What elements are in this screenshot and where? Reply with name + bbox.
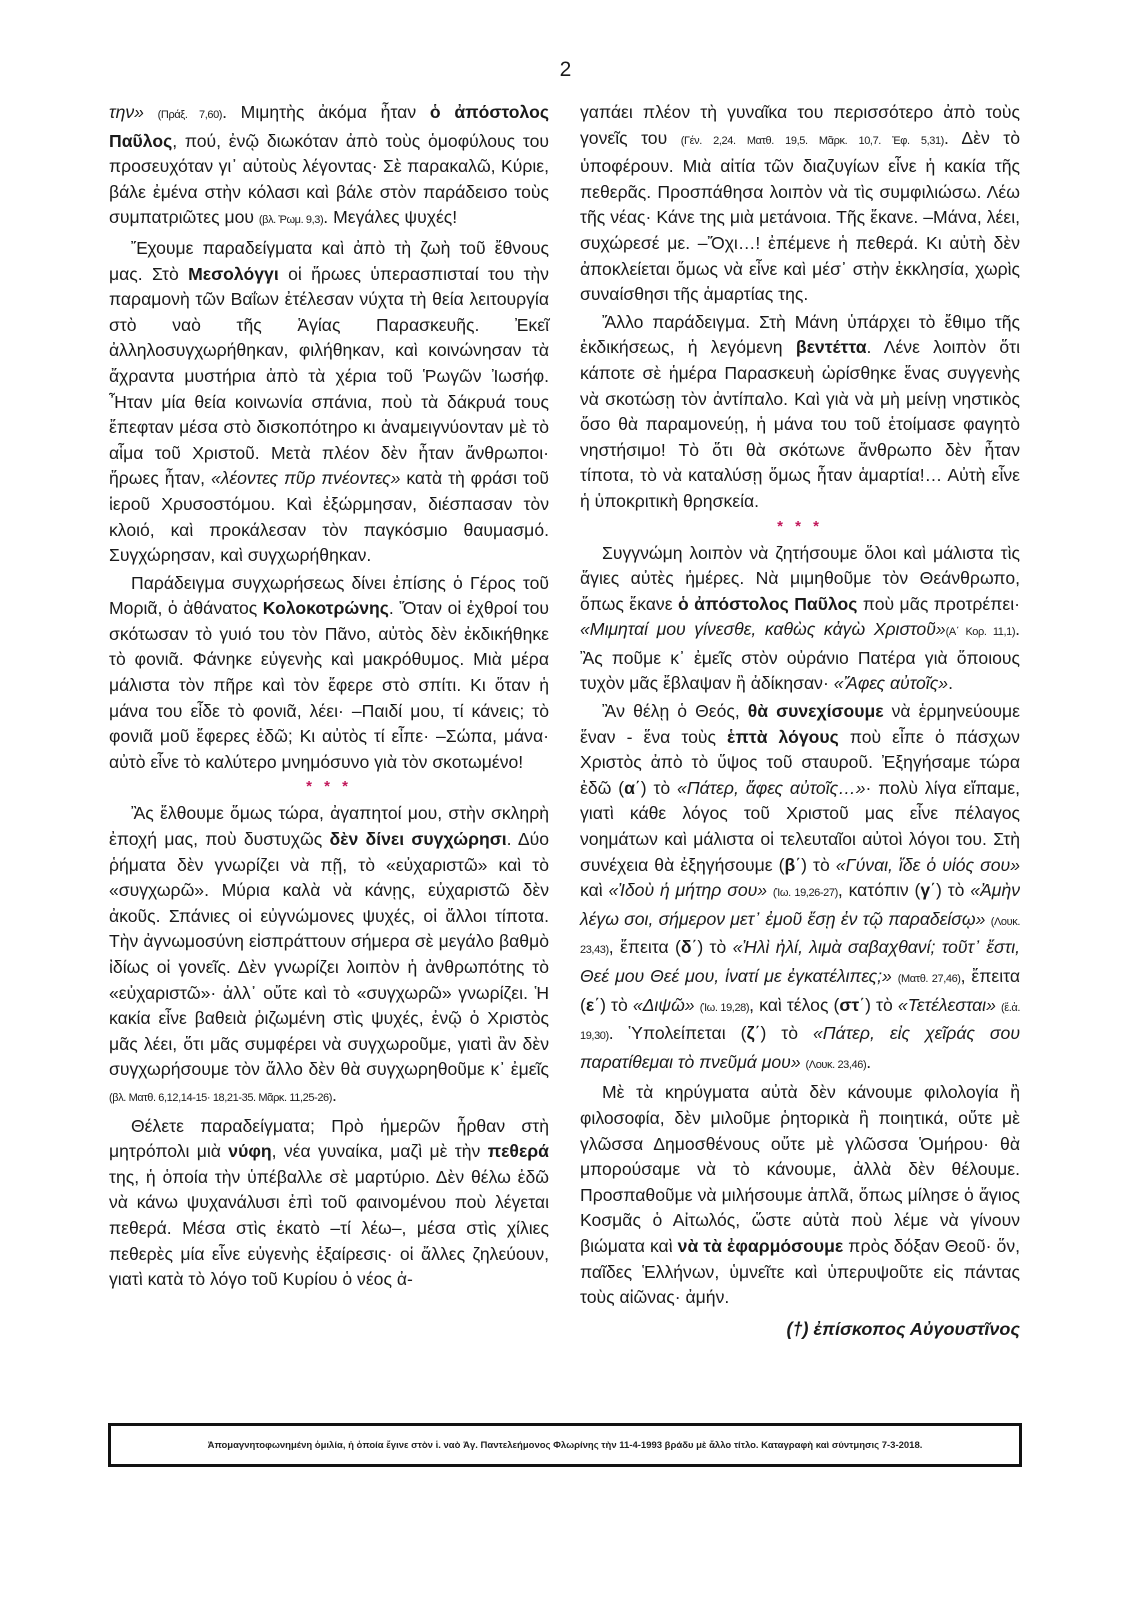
paragraph: Ἂν θέλῃ ὁ Θεός, θὰ συνεχίσουμε νὰ ἑρμηνεύουμε ἕναν - ἕνα τοὺς ἑπτὰ λόγους ποὺ εἶπε ὁ πάσχων Χριστὸς ἀπὸ τὸ ὕψος τοῦ σταυροῦ. Ἐξηγήσαμε τώρα ἐδῶ (α΄) τὸ «Πάτερ, ἄφες αὐτοῖς…»· πολὺ λίγα εἴπαμε, γιατὶ κάθε λόγος τοῦ Χριστοῦ μας εἶνε πέλαγος νοημάτων καὶ μάλιστα οἱ τελευταῖοι αὐτοὶ λόγοι του. Στὴ συνέχεια θὰ ἐξηγήσουμε (β΄) τὸ «Γύναι, ἴδε ὁ υἱός σου» καὶ «Ἰδοὺ ἡ μήτηρ σου» (Ἰω. 19,26-27), κατόπιν (γ΄) τὸ «Ἀμὴν λέγω σοι, σήμερον μετ᾽ ἐμοῦ ἔσῃ ἐν τῷ παραδείσῳ» (Λουκ. 23,43), ἔπειτα (δ΄) τὸ «Ἠλὶ ἠλί, λιμὰ σαβαχθανί; τοῦτ᾽ ἔστι, Θεέ μου Θεέ μου, ἱνατί με ἐγκατέλιπες;» (Ματθ. 27,46), ἔπειτα (ε΄) τὸ «Διψῶ» (Ἰω. 19,28), καὶ τέλος (στ΄) τὸ «Τετέλεσται» (ἔ.ἀ. 19,30). Ὑπολείπεται (ζ΄) τὸ «Πάτερ, εἰς χεῖράς σου παρατίθεμαι τὸ πνεῦμά μου» (Λουκ. 23,46). xyxy=(580,701,1021,1072)
paragraph: γαπάει πλέον τὴ γυναῖκα του περισσότερο ἀπὸ τοὺς γονεῖς του (Γέν. 2,24. Ματθ. 19,5. Μᾶρκ. 10,7. Ἐφ. 5,31). Δὲν τὸ ὑποφέρουν. Μιὰ αἰτία τῶν διαζυγίων εἶνε ἡ κακία τῆς πεθερᾶς. Προσπάθησα λοιπὸν νὰ τὶς συμφιλιώσω. Λέω τῆς νέας· Κάνε της μιὰ μετάνοια. Τῆς ἔκανε. –Μάνα, λέει, συχώρεσέ με. –Ὄχι…! ἐπέμενε ἡ πεθερά. Κι αὐτὴ δὲν ἀποκλείεται ὅμως νὰ εἶνε καὶ μέσ᾽ στὴν ἐκκλησία, χωρὶς συναίσθησι τῆς ἁμαρτίας της. xyxy=(580,102,1020,305)
author-signature: (†) ἐπίσκοπος Αὐγουστῖνος xyxy=(786,1318,1020,1339)
paragraph: Θέλετε παραδείγματα; Πρὸ ἡμερῶν ἦρθαν στὴ μητρόπολι μιὰ νύφη, νέα γυναίκα, μαζὶ μὲ τὴν πεθερά της, ἡ ὁποία τὴν ὑπέβαλλε σὲ μαρτύριο. Δὲν θέλω ἐδῶ νὰ κάνω ψυχανάλυσι ἐπὶ τοῦ φαινομένου ποὺ λέγεται πεθερά. Μέσα στὶς ἑκατὸ –τί λέω–, μέσα στὶς χίλιες πεθερὲς μία εἶνε εὐγενὴς ἐξαίρεσις· οἱ ἄλλες ζηλεύουν, γιατὶ κατὰ τὸ λόγο τοῦ Κυρίου ὁ νέος ἀ- xyxy=(109,1115,549,1290)
paragraph: Ἄλλο παράδειγμα. Στὴ Μάνη ὑπάρχει τὸ ἔθιμο τῆς ἐκδικήσεως, ἡ λεγόμενη βεντέττα. Λένε λοιπὸν ὅτι κάποτε σὲ ἡμέρα Παρασκευὴ ὡρίσθηκε ἕνας συγγενὴς νὰ σκοτώσῃ τὸν ἀντίπαλο. Καὶ γιὰ νὰ μὴ μείνῃ νηστικὸς ὅσο θὰ παραμονεύῃ, ἡ μάνα του τοῦ ἑτοίμασε φαγητὸ νηστήσιμο! Τὸ ὅτι θὰ σκότωνε ἄνθρωπο δὲν ἦταν τίποτα, τὸ νὰ καταλύσῃ ὅμως ἦταν ἁμαρτία!… Αὐτὴ εἶνε ἡ ὑποκριτικὴ θρησκεία. xyxy=(580,311,1021,511)
paragraph: Ἂς ἔλθουμε ὅμως τώρα, ἀγαπητοί μου, στὴν σκληρὴ ἐποχή μας, ποὺ δυστυχῶς δὲν δίνει συγχώρησι. Δύο ῥήματα δὲν γνωρίζει νὰ πῇ, τὸ «εὐχαριστῶ» καὶ τὸ «συγχωρῶ». Μύρια καλὰ νὰ κάνῃς, εὐχαριστῶ δὲν ἀκοῦς. Σπάνιες οἱ εὐγνώμονες ψυχές, οἱ ἄλλοι τίποτα. Τὴν ἀγνωμοσύνη εἰσπράττουν σήμερα σὲ μεγάλο βαθμὸ ἰδίως οἱ γονεῖς. Δὲν γνωρίζει λοιπὸν ἡ ἀνθρωπότης τὸ «εὐχαριστῶ»· ἀλλ᾽ οὔτε καὶ τὸ «συγχωρῶ» γνωρίζει. Ἡ κακία εἶνε βαθειὰ ῥιζωμένη στὶς ψυχές, ἐνῷ ὁ Χριστὸς μᾶς λέει, ὅτι μᾶς συμφέρει νὰ συγχωροῦμε, γιατὶ ἂν δὲν συγχωρήσουμε τὸν ἄλλο δὲν θὰ συγχωρηθοῦμε κ᾽ ἐμεῖς (βλ. Ματθ. 6,12,14-15· 18,21-35. Μᾶρκ. 11,25-26). xyxy=(109,803,549,1105)
right-column xyxy=(580,100,1020,1342)
left-column xyxy=(109,100,549,1295)
footer-note: Ἀπομαγνητοφωνημένη ὁμιλία, ἡ ὁποία ἔγινε στὸν ἱ. ναὸ Ἁγ. Παντελεήμονος Φλωρίνης τὴν 11-4-1993 βράδυ μὲ ἄλλο τίτλο. Καταγραφὴ καὶ σύντμησις 7-3-2018. xyxy=(108,1423,1022,1467)
paragraph: Παράδειγμα συγχωρήσεως δίνει ἐπίσης ὁ Γέρος τοῦ Μοριᾶ, ὁ ἀθάνατος Κολοκοτρώνης. Ὅταν οἱ ἐχθροί του σκότωσαν τὸ γυιό του τὸν Πᾶνο, αὐτὸς δὲν ἐκδικήθηκε τὸ φονιᾶ. Φάνηκε εὐγενὴς καὶ μακρόθυμος. Μιὰ μέρα μάλιστα τὸν πῆρε καὶ τὸν ἔφερε στὸ σπίτι. Κι ὅταν ἡ μάνα του εἶδε τὸ φονιᾶ, λέει· –Παιδί μου, τί κάνεις; τὸ φονιᾶ μοῦ ἔφερες ἐδῶ; Κι αὐτὸς τί εἶπε· –Σώπα, μάνα· αὐτὸ εἶνε τὸ καλύτερο μνημόσυνο γιὰ τὸν σκοτωμένο! xyxy=(109,572,549,772)
section-divider: * * * xyxy=(777,517,823,535)
paragraph: την» (Πράξ. 7,60). Μιμητὴς ἀκόμα ἦταν ὁ ἀπόστολος Παῦλος, πού, ἐνῷ διωκόταν ἀπὸ τοὺς ὁμοφύλους του προσευχόταν γι᾽ αὐτοὺς λέγοντας· Σὲ παρακαλῶ, Κύριε, βάλε ἐμένα στὴν κόλασι καὶ βάλε στὸν παράδεισο τοὺς συμπατριῶτες μου (βλ. Ῥωμ. 9,3). Μεγάλες ψυχές! xyxy=(109,102,549,228)
paragraph: Μὲ τὰ κηρύγματα αὐτὰ δὲν κάνουμε φιλολογία ἢ φιλοσοφία, δὲν μιλοῦμε ῥητορικὰ ἢ ποιητικά, οὔτε μὲ γλῶσσα Δημοσθένους οὔτε μὲ γλῶσσα Ὁμήρου· θὰ μπορούσαμε νὰ τὸ κάνουμε, ἀλλὰ δὲν θέλουμε. Προσπαθοῦμε νὰ μιλήσουμε ἁπλᾶ, ὅπως μίλησε ὁ ἅγιος Κοσμᾶς ὁ Αἰτωλός, ὥστε αὐτὰ ποὺ λέμε νὰ γίνουν βιώματα καὶ νὰ τὰ ἐφαρμόσουμε πρὸς δόξαν Θεοῦ· ὅν, παῖδες Ἑλλήνων, ὑμνεῖτε καὶ ὑπερυψοῦτε εἰς πάντας τοὺς αἰῶνας· ἀμήν. xyxy=(580,1082,1021,1308)
page-number: 2 xyxy=(559,58,572,81)
section-divider: * * * xyxy=(306,778,352,796)
paragraph: Ἔχουμε παραδείγματα καὶ ἀπὸ τὴ ζωὴ τοῦ ἔθνους μας. Στὸ Μεσολόγγι οἱ ἥρωες ὑπερασπισταί του τὴν παραμονὴ τῶν Βαΐων ἐτέλεσαν νύχτα τὴ θεία λειτουργία στὸ ναὸ τῆς Ἁγίας Παρασκευῆς. Ἐκεῖ ἀλληλοσυγχωρήθηκαν, φιλήθηκαν, καὶ κοινώνησαν τὰ ἄχραντα μυστήρια ἀπὸ τὰ χέρια τοῦ Ῥωγῶν Ἰωσήφ. Ἦταν μία θεία κοινωνία σπάνια, ποὺ τὰ δάκρυά τους ἔπεφταν μέσα στὸ δισκοπότηρο κι ἀναμειγνύονταν μὲ τὸ αἷμα τοῦ Χριστοῦ. Μετὰ πλέον δὲν ἦταν ἄνθρωποι· ἥρωες ἦταν, «λέοντες πῦρ πνέοντες» κατὰ τὴ φράσι τοῦ ἱεροῦ Χρυσοστόμου. Καὶ ἐξώρμησαν, διέσπασαν τὸν κλοιό, καὶ προκάλεσαν τὸν παγκόσμιο θαυμασμό. Συγχώρησαν, καὶ συγχωρήθηκαν. xyxy=(109,237,549,566)
paragraph: Συγγνώμη λοιπὸν νὰ ζητήσουμε ὅλοι καὶ μάλιστα τὶς ἅγιες αὐτὲς ἡμέρες. Νὰ μιμηθοῦμε τὸν Θεάνθρωπο, ὅπως ἔκανε ὁ ἀπόστολος Παῦλος ποὺ μᾶς προτρέπει· «Μιμηταί μου γίνεσθε, καθὼς κἀγὼ Χριστοῦ»(Α΄ Κορ. 11,1). Ἂς ποῦμε κ᾽ ἐμεῖς στὸν οὐράνιο Πατέρα γιὰ ὅποιους τυχὸν μᾶς ἔβλαψαν ἢ ἀδίκησαν· «Ἄφες αὐτοῖς». xyxy=(580,542,1020,694)
